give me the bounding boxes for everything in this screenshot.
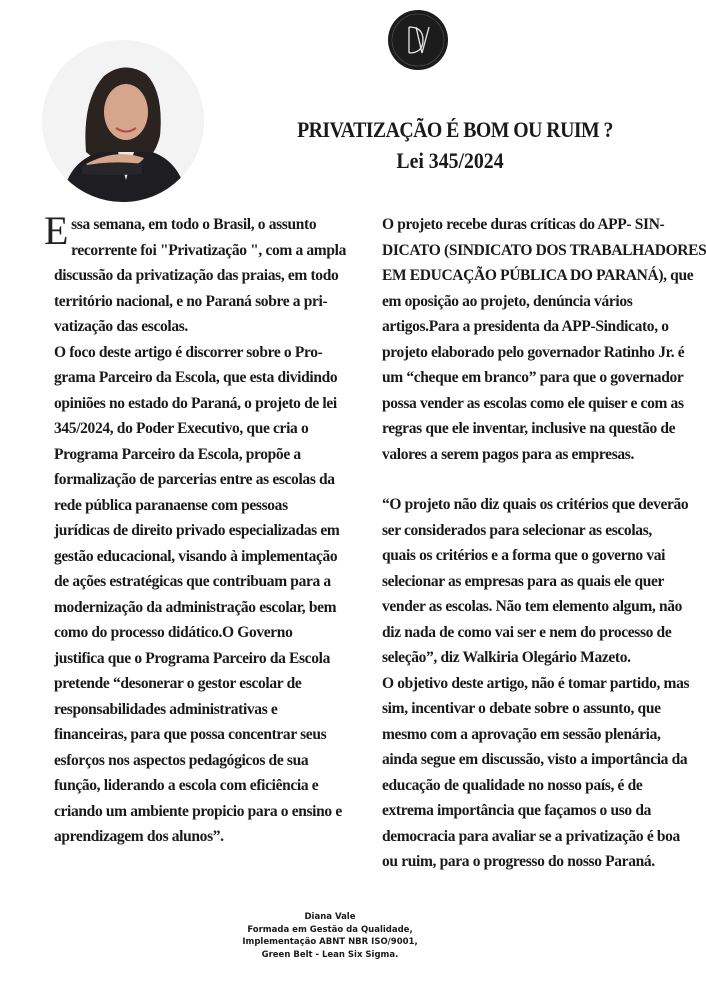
text-line: 345/2024, do Poder Executivo, que cria o [54,420,309,437]
text-line: pretende “desonerar o gestor escolar de [54,675,302,692]
text-line: possa vender as escolas como ele quiser e com as [382,394,684,412]
text-line: Programa Parceiro da Escola, propõe a [54,445,301,463]
text-line: criando um ambiente propicio para o ensino e [54,802,342,820]
text-line: ssa semana, em todo o Brasil, o assunto [71,216,317,233]
text-line: formalização de parcerias entre as escolas da [54,471,335,488]
credential-line: Diana Vale [304,912,356,922]
text-line: projeto elaborado pelo governador Ratinho Jr. é [382,343,685,361]
credential-line: Implementação ABNT NBR ISO/9001, [242,937,418,947]
text-line: selecionar as empresas para as quais ele quer [382,572,665,590]
text-line: gestão educacional, visando à implementação [54,547,338,565]
dv-monogram-icon [388,10,448,70]
text-line: rede pública paranaense com pessoas [54,496,288,514]
text-line: O objetivo deste artigo, não é tomar partido, mas [382,674,690,692]
text-line: financeiras, para que possa concentrar seus [54,726,327,743]
text-line: diz nada de como vai ser e nem do processo de [382,623,672,641]
text-line: vatização das escolas. [54,318,188,335]
text-line: EM EDUCAÇÃO PÚBLICA DO PARANÁ), que [382,267,694,284]
article-right-column [382,212,706,875]
text-line: como do processo didático.O Governo [54,624,293,641]
text-line: recorrente foi "Privatização ", com a ampla [71,241,346,259]
text-line: discussão da privatização das praias, em todo [54,267,339,284]
text-line: aprendizagem dos alunos”. [54,828,224,845]
text-line: quais os critérios e a forma que o governo vai [382,547,666,564]
author-portrait-icon [42,40,204,202]
text-line: democracia para avaliar se a privatização é boa [382,827,680,845]
text-line: ser considerados para selecionar as escolas, [382,521,652,539]
author-photo [42,40,204,202]
text-line: sim, incentivar o debate sobre o assunto, que [382,700,661,717]
text-line: função, liderando a escola com eficiência e [54,777,319,794]
text-line: modernização da administração escolar, bem [54,598,337,616]
text-line: mesmo com a aprovação em sessão plenária, [382,725,661,743]
text-line: grama Parceiro da Escola, que esta dividindo [54,369,338,386]
text-line: justifica que o Programa Parceiro da Escola [54,649,330,667]
text-line: em oposição ao projeto, denúncia vários [382,292,633,310]
text-line: responsabilidades administrativas e [54,700,278,718]
text-line: artigos.Para a presidenta da APP-Sindicato, o [382,318,669,335]
paragraph-gap [382,467,682,492]
text-line: ou ruim, para o progresso do nosso Paraná. [382,853,655,870]
text-line: de ações estratégicas que contribuam para a [54,573,331,590]
text-line: educação de qualidade no nosso país, é de [382,776,643,794]
article-subtitle: Lei 345/2024 [396,148,504,173]
text-line: vender as escolas. Não tem elemento algum, não [382,598,683,615]
text-line: DICATO (SINDICATO DOS TRABALHADORES [382,241,706,259]
text-line: valores a serem pagos para as empresas. [382,445,634,463]
article-left-column [44,208,352,850]
text-line: O projeto recebe duras críticas do APP- SIN- [382,216,665,233]
dv-logo [388,10,448,70]
text-line: O foco deste artigo é discorrer sobre o Pro- [54,343,323,361]
author-signature [240,911,420,961]
drop-cap: E [44,208,69,253]
text-line: “O projeto não diz quais os critérios que deverão [382,496,689,513]
text-line: regras que ele inventar, inclusive na questão de [382,420,676,437]
right-column-paragraph-2 [382,492,690,875]
text-line: um “cheque em branco” para que o governador [382,369,684,386]
text-line: jurídicas de direito privado especializadas em [54,522,340,539]
text-line: opiniões no estado do Paraná, o projeto de lei [54,394,337,412]
right-column-paragraph-1 [382,212,706,467]
text-line: território nacional, e no Paraná sobre a pri- [54,292,328,310]
text-line: seleção”, diz Walkiria Olegário Mazeto. [382,649,631,666]
article-title: PRIVATIZAÇÃO É BOM OU RUIM ? [297,117,613,142]
credential-line: Green Belt - Lean Six Sigma. [261,949,399,960]
text-line: ainda segue em discussão, visto a importância da [382,751,688,768]
credential-line: Formada em Gestão da Qualidade, [247,924,413,935]
left-column-text [54,212,352,850]
text-line: esforços nos aspectos pedagógicos de sua [54,751,309,769]
text-line: extrema importância que façamos o uso da [382,802,651,819]
author-credentials [240,911,420,961]
